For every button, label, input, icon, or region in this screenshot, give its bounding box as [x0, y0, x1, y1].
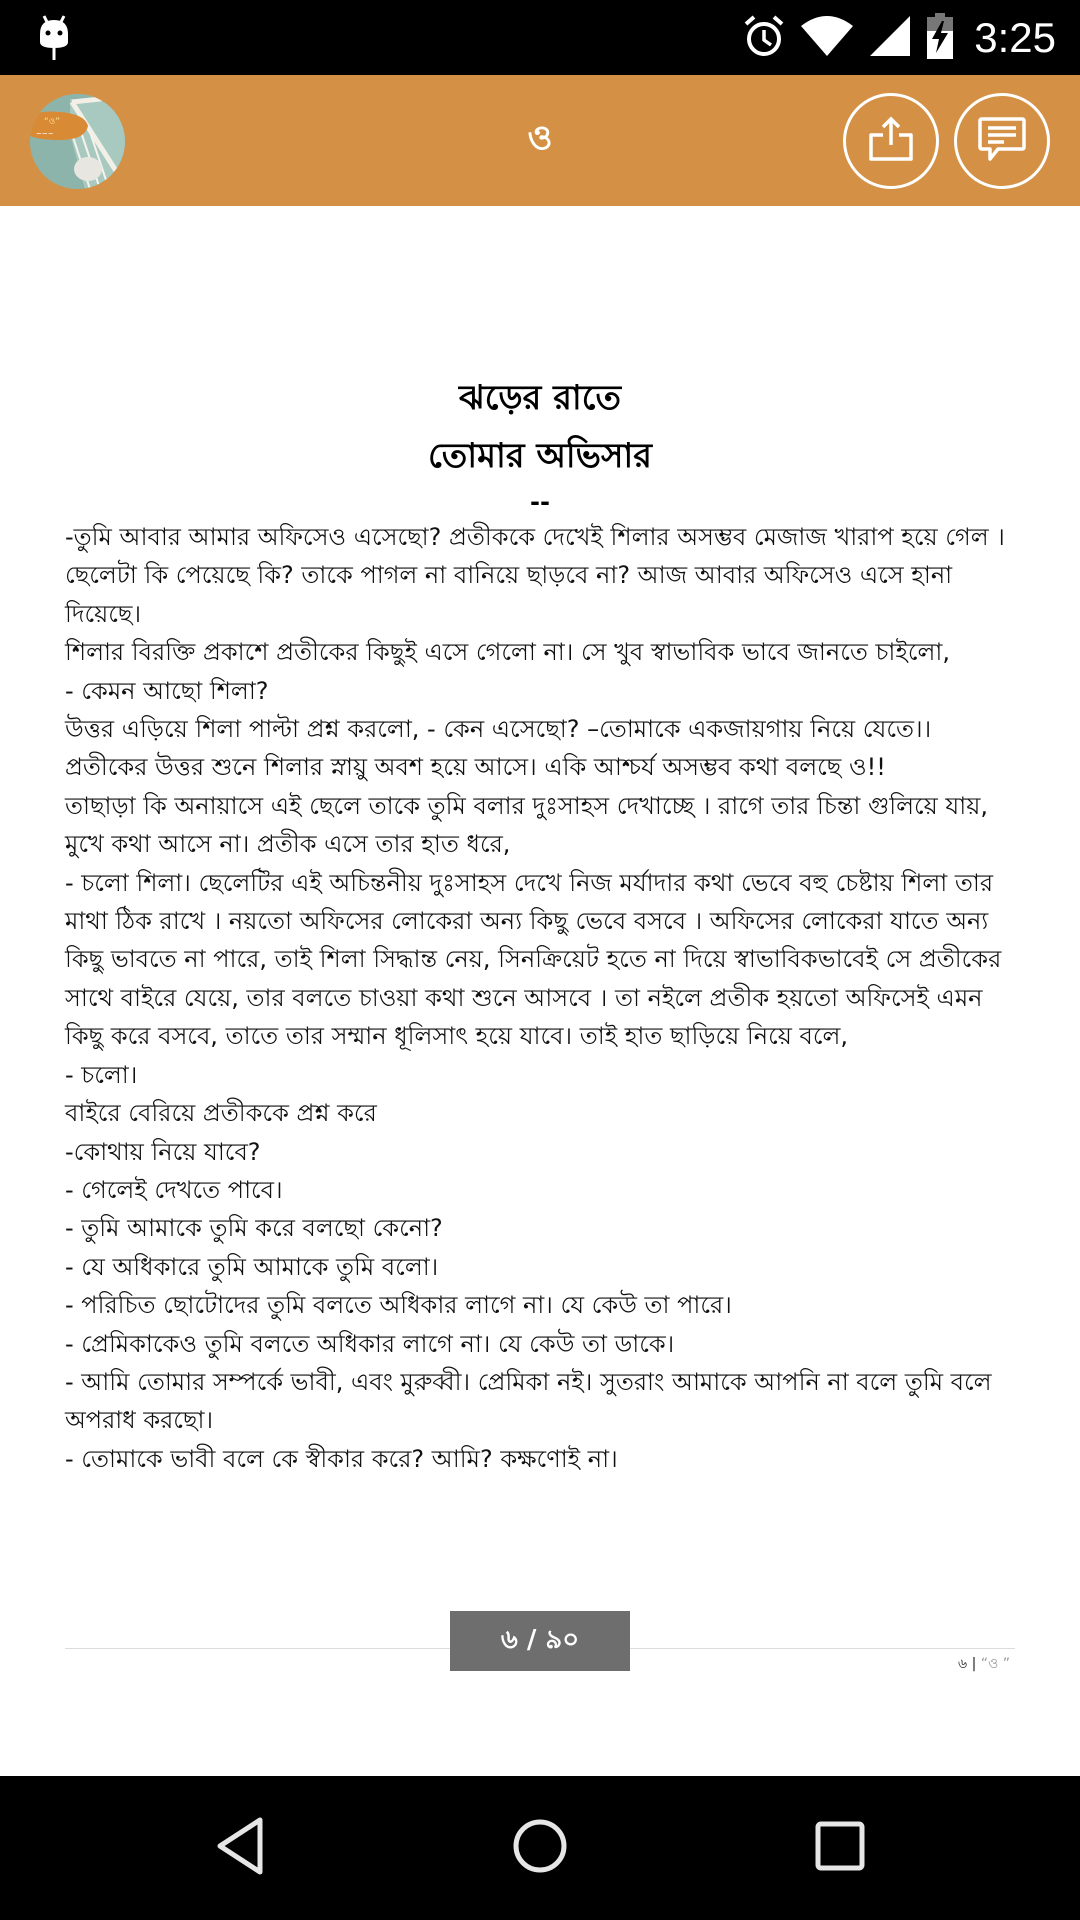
paragraph: তাছাড়া কি অনায়াসে এই ছেলে তাকে তুমি বলার দুঃসাহস দেখাচ্ছে । রাগে তার চিন্তা গুলিয়ে যায়, মুখে কথা আসে না। প্রতীক এসে তার হাত ধরে,	[65, 791, 988, 859]
story-title-line2: তোমার অভিসার	[428, 436, 652, 476]
story-body	[65, 518, 1017, 1478]
android-debug-icon	[36, 14, 72, 62]
home-circle-icon	[510, 1816, 570, 1880]
page-indicator: ৬ / ৯০	[450, 1611, 630, 1671]
status-bar	[0, 0, 1080, 75]
footer-separator: |	[971, 1656, 977, 1672]
back-triangle-icon	[212, 1816, 268, 1880]
paragraph: শিলার বিরক্তি প্রকাশে প্রতীকের কিছুই এসে গেলো না। সে খুব স্বাভাবিক ভাবে জানতে চাইলো,	[65, 638, 950, 667]
paragraph: - যে অধিকারে তুমি আমাকে তুমি বলো।	[65, 1252, 439, 1281]
paragraph: - তুমি আমাকে তুমি করে বলছো কেনো?	[65, 1214, 443, 1243]
paragraph: - গেলেই দেখতে পাবে।	[65, 1175, 283, 1204]
status-time: 3:25	[974, 13, 1056, 61]
cell-signal-icon	[868, 14, 912, 62]
svg-text:~~~: ~~~	[36, 130, 54, 138]
footer-book-title: “ও ”	[980, 1656, 1010, 1672]
paragraph: - প্রেমিকাকেও তুমি বলতে অধিকার লাগে না। যে কেউ তা ডাকে।	[65, 1329, 675, 1358]
svg-text:“ও”: “ও”	[44, 117, 60, 127]
paragraph: - পরিচিত ছোটোদের তুমি বলতে অধিকার লাগে না। যে কেউ তা পারে।	[65, 1291, 732, 1320]
paragraph: প্রতীকের উত্তর শুনে শিলার স্নায়ু অবশ হয়ে আসে। একি আশ্চর্য অসম্ভব কথা বলছে ও!!	[65, 753, 886, 782]
recents-button[interactable]	[790, 1798, 890, 1898]
page-footer	[958, 1652, 1010, 1676]
share-upload-icon	[865, 113, 917, 169]
paragraph: -কোথায় নিয়ে যাবে?	[65, 1137, 261, 1166]
back-button[interactable]	[190, 1798, 290, 1898]
story-title-line1: ঝড়ের রাতে	[459, 378, 621, 418]
paragraph: -তুমি আবার আমার অফিসেও এসেছো? প্রতীককে দেখেই শিলার অসম্ভব মেজাজ খারাপ হয়ে গেল । ছেলেটা কি পেয়েছে কি? তাকে পাগল না বানিয়ে ছাড়বে না? আজ আবার অফিসেও এসে হানা দিয়েছে।	[65, 523, 1005, 628]
home-button[interactable]	[490, 1798, 590, 1898]
paragraph: - কেমন আছো শিলা?	[65, 676, 269, 705]
paragraph: বাইরে বেরিয়ে প্রতীককে প্রশ্ন করে	[65, 1099, 377, 1128]
reader-content[interactable]	[0, 206, 1080, 1776]
paragraph: - আমি তোমার সম্পর্কে ভাবী, এবং মুরুব্বী। প্রেমিকা নই। সুতরাং আমাকে আপনি না বলে তুমি বলে অপরাধ করছো।	[65, 1367, 992, 1435]
comment-icon	[976, 113, 1028, 169]
comment-button[interactable]	[954, 93, 1050, 189]
paragraph: - চলো।	[65, 1060, 138, 1089]
app-bar	[0, 75, 1080, 206]
system-nav-bar	[0, 1776, 1080, 1920]
wifi-icon	[800, 14, 854, 62]
title-separator: --	[530, 488, 550, 516]
recents-square-icon	[812, 1818, 868, 1878]
app-title: ও	[527, 118, 553, 158]
footer-page-number: ৬	[958, 1656, 968, 1672]
paragraph: উত্তর এড়িয়ে শিলা পাল্টা প্রশ্ন করলো, - কেন এসেছো? –তোমাকে একজায়গায় নিয়ে যেতে।।	[65, 715, 932, 744]
paragraph: - চলো শিলা। ছেলেটির এই অচিন্তনীয় দুঃসাহস দেখে নিজ মর্যাদার কথা ভেবে বহু চেষ্টায় শিলা তার মাথা ঠিক রাখে । নয়তো অফিসের লোকেরা অন্য কিছু ভেবে বসবে । অফিসের লোকেরা যাতে অন্য কিছু ভাবতে না পারে, তাই শিলা সিদ্ধান্ত নেয়, সিনক্রিয়েট হতে না দিয়ে স্বাভাবিকভাবেই সে প্রতীকের সাথে বাইরে যেয়ে, তার বলতে চাওয়া কথা শুনে আসবে । তা নইলে প্রতীক হয়তো অফিসেই এমন কিছু করে বসবে, তাতে তার সম্মান ধূলিসাৎ হয়ে যাবে। তাই হাত ছাড়িয়ে নিয়ে বলে,	[65, 868, 1002, 1051]
share-button[interactable]	[843, 93, 939, 189]
paragraph: - তোমাকে ভাবী বলে কে স্বীকার করে? আমি? কক্ষণোই না।	[65, 1444, 618, 1473]
alarm-icon	[742, 14, 786, 62]
battery-charging-icon	[926, 13, 954, 63]
